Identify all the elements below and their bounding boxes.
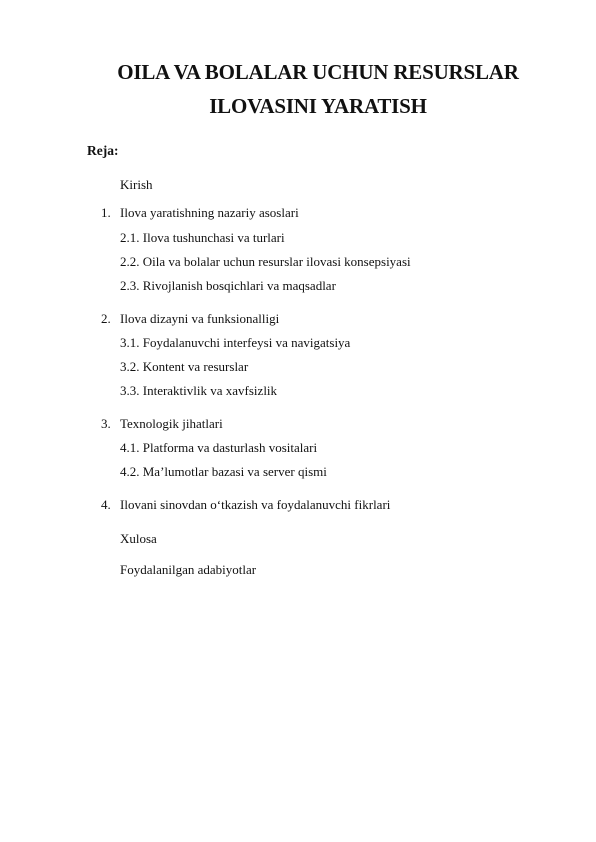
plan-label: Reja:: [87, 143, 119, 158]
toc-subsection: 3.1. Foydalanuvchi interfeysi va navigatsiya: [120, 335, 351, 350]
toc-subsection: 4.2. Ma’lumotlar bazasi va server qismi: [120, 464, 327, 479]
toc-intro: Kirish: [120, 177, 153, 192]
toc-section-title: Texnologik jihatlari: [120, 416, 223, 431]
toc-subsection: 3.3. Interaktivlik va xavfsizlik: [120, 383, 278, 398]
toc-section-number: 2.: [101, 311, 111, 326]
toc-section-title: Ilova dizayni va funksionalligi: [120, 311, 280, 326]
toc-section-number: 1.: [101, 205, 111, 220]
toc-conclusion: Xulosa: [120, 531, 157, 546]
toc-section-number: 4.: [101, 497, 111, 512]
toc-subsection: 3.2. Kontent va resurslar: [120, 359, 249, 374]
toc-section-number: 3.: [101, 416, 111, 431]
toc-section-title: Ilova yaratishning nazariy asoslari: [120, 205, 299, 220]
document-title-line-1: OILA VA BOLALAR UCHUN RESURSLAR: [117, 60, 519, 84]
document-title-line-2: ILOVASINI YARATISH: [209, 94, 427, 118]
toc-subsection: 2.1. Ilova tushunchasi va turlari: [120, 230, 285, 245]
toc-subsection: 2.3. Rivojlanish bosqichlari va maqsadlar: [120, 278, 336, 293]
toc-subsection: 2.2. Oila va bolalar uchun resurslar ilovasi konsepsiyasi: [120, 254, 411, 269]
toc-references: Foydalanilgan adabiyotlar: [120, 562, 257, 577]
toc-subsection: 4.1. Platforma va dasturlash vositalari: [120, 440, 318, 455]
toc-section-title: Ilovani sinovdan o‘tkazish va foydalanuvchi fikrlari: [120, 497, 391, 512]
